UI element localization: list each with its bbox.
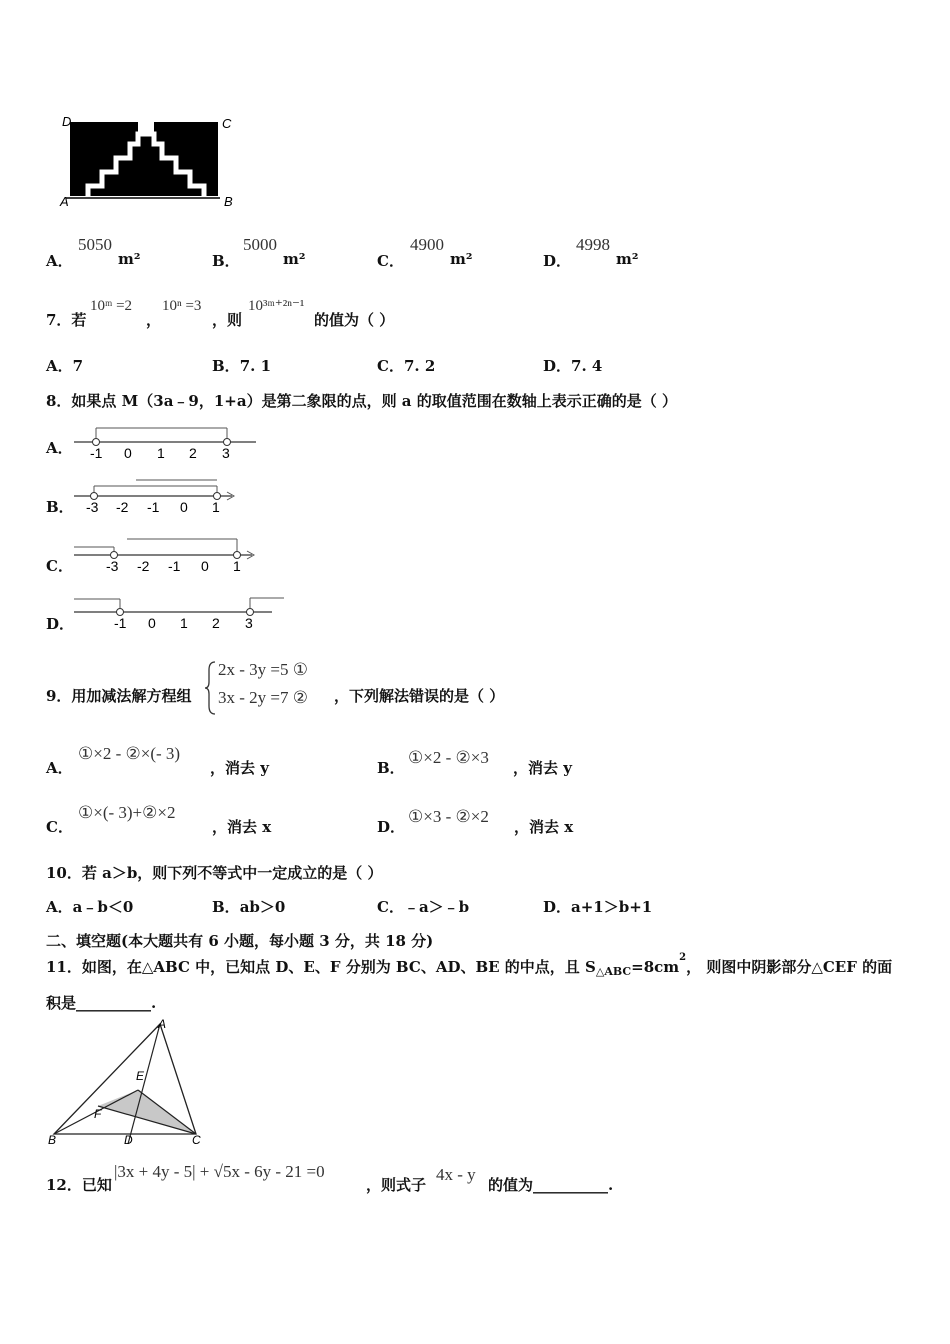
q9-b-letter: B． [377,759,405,777]
q7-expr2: 10ⁿ =3 [162,298,202,314]
q9-num: 9．用加减法解方程组 [46,687,192,705]
q12-mid: ，则式子 [366,1176,427,1194]
q8-b-letter: B． [46,498,74,516]
q6-c-letter: C． [377,252,404,270]
q6-a-value: 5050 [78,235,112,254]
tick: 0 [124,445,132,461]
q7-c: C．7. 2 [377,357,436,375]
tick: 0 [180,499,188,515]
tick: 0 [148,615,156,631]
q8-d-letter: D． [46,615,75,633]
q7-expr1: 10ᵐ =2 [90,298,133,314]
q9-d-expr: ①×3 - ②×2 [408,807,489,826]
tick: -1 [168,558,181,574]
tick: 2 [189,445,197,461]
q6-b-unit: m² [283,250,306,268]
q9-tail: ，下列解法错误的是（ ） [334,687,505,705]
q9-c-expr: ①×(- 3)+②×2 [78,803,176,822]
q6-d-unit: m² [616,250,639,268]
q12-num: 12．已知 [46,1176,112,1194]
q11-line2: 积是__________. [46,994,157,1012]
tick: 3 [245,615,253,631]
tick: 2 [212,615,220,631]
label-A: A [60,194,69,209]
q8-d-number-line [72,592,292,634]
q9-c-tail: ，消去 x [212,818,272,836]
q9-d-tail: ，消去 x [514,818,574,836]
q7-tail: 的值为（ ） [314,311,395,329]
q6-d-value: 4998 [576,235,610,254]
q6-b-value: 5000 [243,235,277,254]
q10-stem: 10．若 a＞b，则下列不等式中一定成立的是（ ） [46,864,383,882]
q6-c-unit: m² [450,250,473,268]
tick: -1 [90,445,103,461]
tick: -1 [114,615,127,631]
q8-c-number-line [72,535,262,577]
q12-tail: 的值为__________. [488,1176,614,1194]
label-B: B [48,1133,57,1146]
tick: -1 [147,499,160,515]
tick: 1 [180,615,188,631]
label-C: C [192,1133,201,1146]
label-B: B [224,194,233,209]
label-A: A [158,1017,167,1031]
q9-d-letter: D． [377,818,406,836]
q7-b: B．7. 1 [212,357,272,375]
q9-b-expr: ①×2 - ②×3 [408,748,489,767]
q10-d: D．a+1＞b+1 [543,898,653,916]
q7-then: ，则 [212,311,243,329]
q8-a-letter: A． [46,439,73,457]
triangle-figure [44,1016,214,1146]
tick: 1 [157,445,165,461]
q9-c-letter: C． [46,818,73,836]
q9-b-tail: ，消去 y [513,759,572,777]
q6-d-letter: D． [543,252,572,270]
tick: 3 [222,445,230,461]
q9-a-letter: A． [46,759,73,777]
brace-icon [205,660,217,716]
q10-c: C．﹣a＞﹣b [377,898,470,916]
label-D: D [124,1133,133,1146]
label-C: C [222,116,232,131]
tick: -3 [86,499,99,515]
section-heading: 二、填空题(本大题共有 6 小题，每小题 3 分，共 18 分) [46,932,434,950]
tick: 1 [233,558,241,574]
q8-a-number-line [72,422,262,464]
q7-d: D．7. 4 [543,357,603,375]
staircase-figure [58,112,248,212]
q6-a-letter: A． [46,252,73,270]
q10-a: A．a﹣b＜0 [46,898,134,916]
label-E: E [136,1069,145,1083]
q12-expr2: 4x - y [436,1165,476,1184]
q6-c-value: 4900 [410,235,444,254]
q9-a-tail: ，消去 y [210,759,269,777]
tick: -3 [106,558,119,574]
q9-a-expr: ①×2 - ②×(- 3) [78,744,181,763]
q7-expr3: 10³ᵐ⁺²ⁿ⁻¹ [248,298,305,314]
q7-a: A．7 [46,357,84,375]
q8-stem: 8．如果点 M（3a﹣9，1+a）是第二象限的点，则 a 的取值范围在数轴上表示正确的是（ ） [46,392,677,410]
q12-expr: |3x + 4y - 5| + √5x - 6y - 21 =0 [114,1162,325,1181]
tick: 1 [212,499,220,515]
q6-b-letter: B． [212,252,240,270]
q11-line1: 11．如图，在△ABC 中，已知点 D、E、F 分别为 BC、AD、BE 的中点，且 $S_{\triangle ABC}=8cm^2$， 则图中阴影部分△CEF 的面 [46,952,893,978]
q9-eq1: 2x - 3y =5 ① [218,660,308,679]
tick: 0 [201,558,209,574]
q8-c-letter: C． [46,557,73,575]
q7-comma: ， [146,311,162,329]
q9-eq2: 3x - 2y =7 ② [218,688,308,707]
q10-b: B．ab＞0 [212,898,286,916]
tick: -2 [116,499,129,515]
label-D: D [62,114,72,129]
q6-a-unit: m² [118,250,141,268]
q7-num: 7．若 [46,311,87,329]
label-F: F [94,1107,102,1121]
q8-b-number-line [72,476,242,518]
tick: -2 [137,558,150,574]
